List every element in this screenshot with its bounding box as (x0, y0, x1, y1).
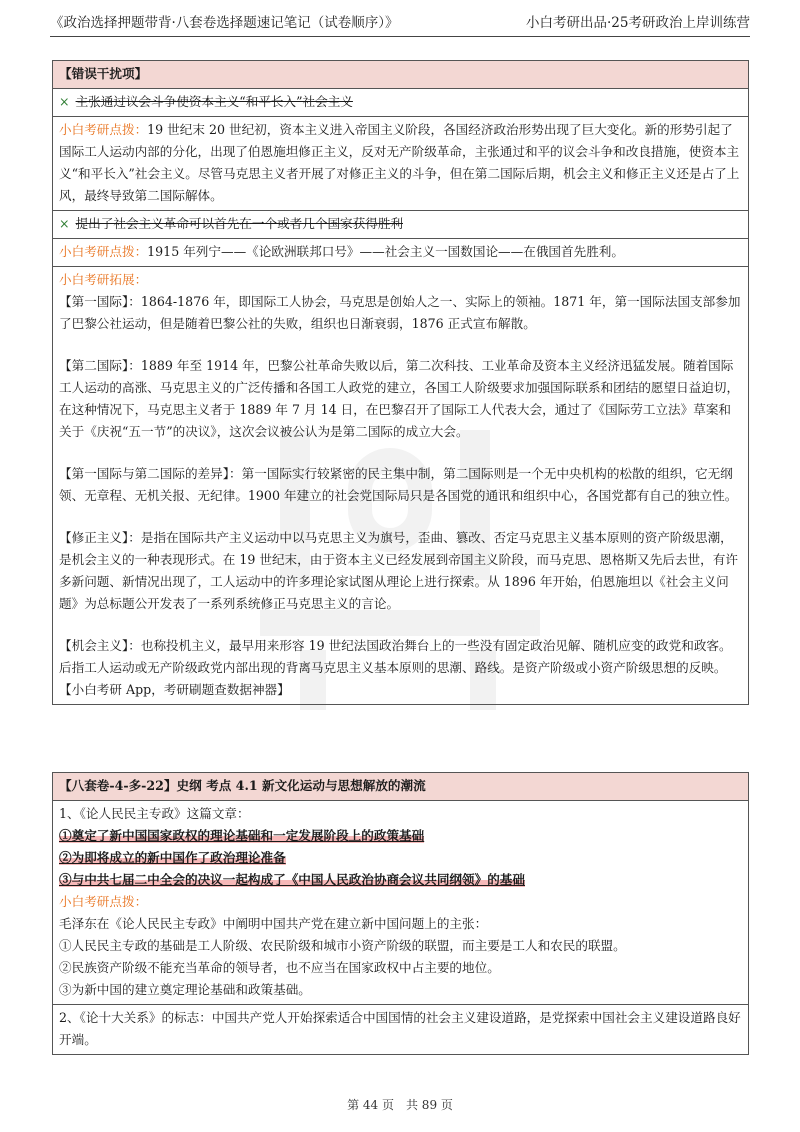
header-title: 《政治选择押题带背·八套卷选择题速记笔记（试卷顺序）》 (50, 15, 399, 31)
page-header (50, 10, 750, 37)
question-1-block (53, 801, 749, 1005)
question-2-block: 2、《论十大关系》的标志：中国共产党人开始探索适合中国国情的社会主义建设道路，是党探索中国社会主义建设道路良好开端。 (53, 1005, 749, 1055)
point-label: 小白考研点拨： (59, 894, 148, 909)
question-1-stem: 1、《论人民民主专政》这篇文章： (59, 806, 250, 821)
header-brand: 小白考研出品·25考研政治上岸训练营 (526, 15, 750, 31)
explanation-point-3: ③为新中国的建立奠定理论基础和政策基础。 (59, 982, 311, 997)
option-text: 主张通过议会斗争使资本主义“和平长入”社会主义 (75, 94, 353, 109)
question-title: 【八套卷-4-多-22】史纲 考点 4.1 新文化运动与思想解放的潮流 (53, 773, 749, 801)
distractor-label: 【错误干扰项】 (53, 61, 749, 89)
explanation-intro: 毛泽东在《论人民民主专政》中阐明中国共产党在建立新中国问题上的主张： (59, 916, 488, 931)
extension-difference: 【第一国际与第二国际的差异】：第一国际实行较紧密的民主集中制，第二国际则是一个无中央机构的松散的组织，它无纲领、无章程、无机关报、无纪律。1900 年建立的社会党国际局只是各国党的通讯和组织中心，各国党都有自己的独立性。 (59, 466, 738, 503)
wrong-mark-icon: × (59, 94, 70, 109)
explanation-point-1: ①人民民主专政的基础是工人阶级、农民阶级和城市小资产阶级的联盟，而主要是工人和农民的联盟。 (59, 938, 626, 953)
distractor-option-2 (53, 211, 749, 239)
extension-block (53, 267, 749, 705)
extension-second-international: 【第二国际】：1889 年至 1914 年，巴黎公社革命失败以后，第二次科技、工业革命及资本主义经济迅猛发展。随着国际工人运动的高涨、马克思主义的广泛传播和各国工人政党的建立，各国工人阶级要求加强国际联系和团结的愿望日益迫切，在这种情况下，马克思主义者于 1889 年 7 月 14 日，在巴黎召开了国际工人代表大会，通过了《国际劳工立法》草案和关于《庆祝“五一节”的决议》，这次会议被公认为是第二国际的成立大会。 (59, 358, 740, 439)
explanation-2 (53, 239, 749, 267)
wrong-mark-icon: × (59, 216, 70, 231)
option-text: 提出了社会主义革命可以首先在一个或者几个国家获得胜利 (75, 216, 403, 231)
answer-option-3: ③与中共七届二中全会的决议一起构成了《中国人民政治协商会议共同纲领》的基础 (59, 872, 525, 887)
section-question (52, 772, 749, 1055)
extension-opportunism: 【机会主义】：也称投机主义，最早用来形容 19 世纪法国政治舞台上的一些没有固定政治见解、随机应变的政党和政客。后指工人运动或无产阶级政党内部出现的背离马克思主义基本原则的思潮、路线。是资产阶级或小资产阶级思想的反映。【小白考研 App，考研刷题查数据神器】 (59, 638, 732, 697)
answer-option-1: ①奠定了新中国国家政权的理论基础和一定发展阶段上的政策基础 (59, 828, 425, 843)
point-label: 小白考研点拨： (59, 244, 148, 259)
extension-label: 小白考研拓展： (59, 272, 148, 287)
extension-revisionism: 【修正主义】：是指在国际共产主义运动中以马克思主义为旗号，歪曲、篡改、否定马克思主义基本原则的资产阶级思潮，是机会主义的一种表现形式。在 19 世纪末，由于资本主义已经发展到帝国主义阶段，而马克思、恩格斯又先后去世，有许多新问题、新情况出现了，工人运动中的许多理论家试图从理论上进行探索。从 1896 年开始，伯恩施坦以《社会主义问题》为总标题公开发表了一系列系统修正马克思主义的言论。 (59, 530, 738, 611)
distractor-option-1 (53, 89, 749, 117)
explanation-text: 19 世纪末 20 世纪初，资本主义进入帝国主义阶段，各国经济政治形势出现了巨大变化。新的形势引起了国际工人运动内部的分化，出现了伯恩施坦修正主义，反对无产阶级革命，主张通过和平的议会斗争和改良措施，使资本主义“和平长入”社会主义。尽管马克思主义者开展了对修正主义的斗争，但在第二国际后期，机会主义和修正主义还是占了上风，最终导致第二国际解体。 (59, 122, 740, 203)
section-distractors (52, 60, 749, 705)
extension-first-international: 【第一国际】：1864-1876 年，即国际工人协会，马克思是创始人之一、实际上的领袖。1871 年，第一国际法国支部参加了巴黎公社运动，但是随着巴黎公社的失败，组织也日渐衰弱，1876 正式宣布解散。 (59, 294, 741, 331)
page-number: 第 44 页 共 89 页 (347, 1098, 453, 1112)
explanation-1 (53, 117, 749, 211)
explanation-point-2: ②民族资产阶级不能充当革命的领导者，也不应当在国家政权中占主要的地位。 (59, 960, 500, 975)
app-promo: 【小白考研 App，考研刷题查数据神器】 (59, 682, 290, 697)
explanation-text: 1915 年列宁——《论欧洲联邦口号》——社会主义一国数国论——在俄国首先胜利。 (147, 244, 624, 259)
answer-option-2: ②为即将成立的新中国作了政治理论准备 (59, 850, 286, 865)
point-label: 小白考研点拨： (59, 122, 148, 137)
